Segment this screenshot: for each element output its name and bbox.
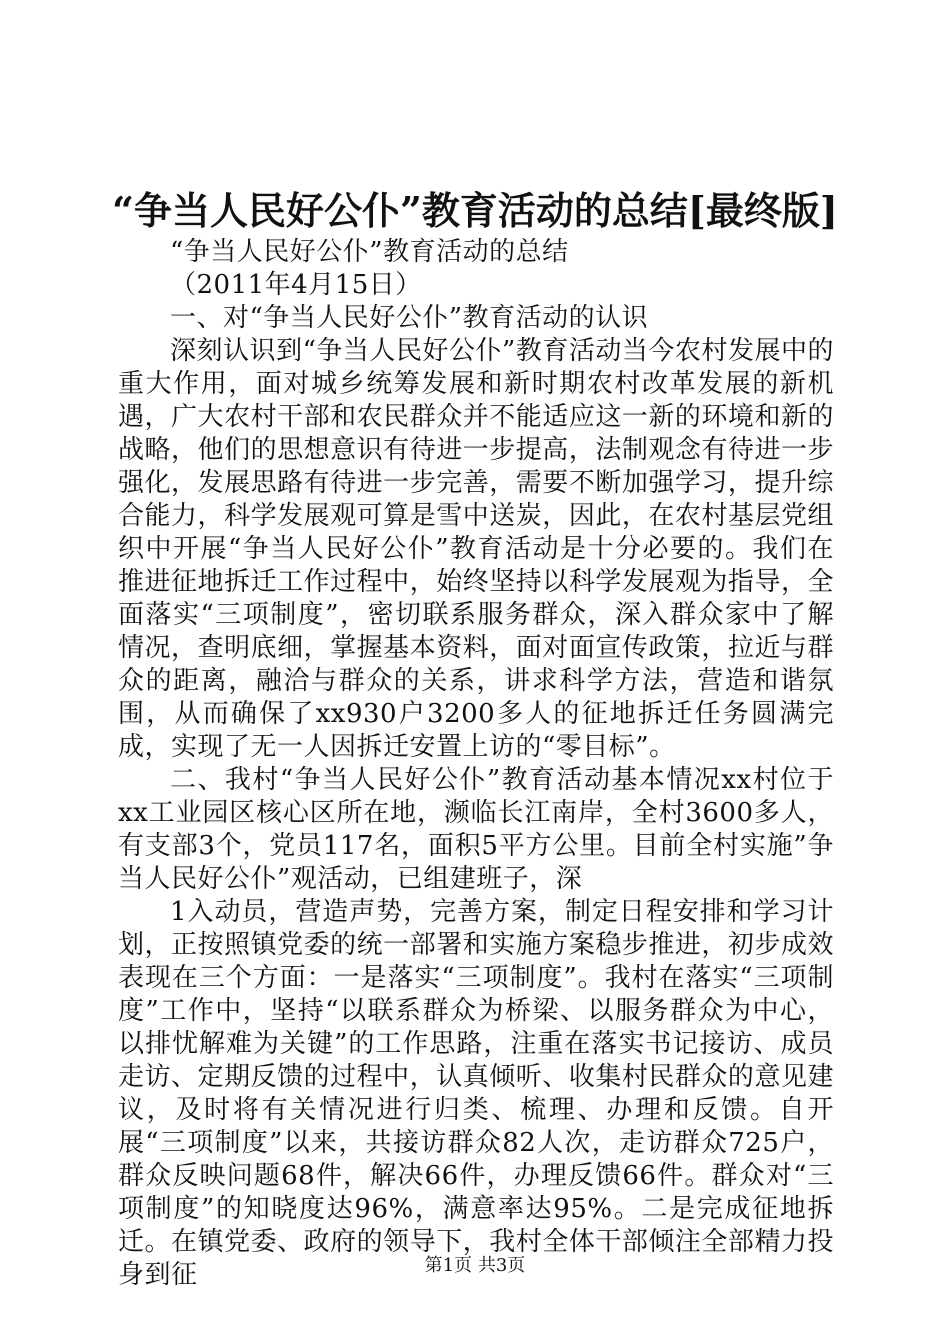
paragraph: 二、我村“争当人民好公仆”教育活动基本情况xx村位于xx工业园区核心区所在地，濒临长江南岸，全村3600多人，有支部3个，党员117名，面积5平方公里。目前全村实施”争当人民好公仆”观活动，已组建班子，深 <box>118 765 834 894</box>
paragraph-section-heading: 一、对“争当人民好公仆”教育活动的认识 <box>170 303 649 333</box>
page-number-footer: 第1页 共3页 <box>424 1255 526 1276</box>
document-title: “争当人民好公仆”教育活动的总结[最终版] <box>112 188 838 233</box>
paragraph-subtitle: “争当人民好公仆”教育活动的总结 <box>170 237 569 267</box>
paragraph: 1入动员，营造声势，完善方案，制定日程安排和学习计划，正按照镇党委的统一部署和实施方案稳步推进，初步成效表现在三个方面：一是落实“三项制度”。我村在落实“三项制度”工作中，坚持“以联系群众为桥梁、以服务群众为中心，以排忧解难为关键”的工作思路，注重在落实书记接访、成员走访、定期反馈的过程中，认真倾听、收集村民群众的意见建议，及时将有关情况进行归类、梳理、办理和反馈。自开展“三项制度”以来，共接访群众82人次，走访群众725户，群众反映问题68件，解决66件，办理反馈66件。群众对“三项制度”的知晓度达96%，满意率达95%。二是完成征地拆迁。在镇党委、政府的领导下，我村全体干部倾注全部精力投身到征 <box>118 897 834 1290</box>
document-body <box>118 236 834 1292</box>
paragraph: 深刻认识到“争当人民好公仆”教育活动当今农村发展中的重大作用，面对城乡统筹发展和新时期农村改革发展的新机遇，广大农村干部和农民群众并不能适应这一新的环境和新的战略，他们的思想意识有待进一步提高，法制观念有待进一步强化，发展思路有待进一步完善，需要不断加强学习，提升综合能力，科学发展观可算是雪中送炭，因此，在农村基层党组织中开展“争当人民好公仆”教育活动是十分必要的。我们在推进征地拆迁工作过程中，始终坚持以科学发展观为指导，全面落实“三项制度”，密切联系服务群众，深入群众家中了解情况，查明底细，掌握基本资料，面对面宣传政策，拉近与群众的距离，融洽与群众的关系，讲求科学方法，营造和谐氛围，从而确保了xx930户3200多人的征地拆迁任务圆满完成，实现了无一人因拆迁安置上访的“零目标”。 <box>118 336 834 762</box>
paragraph-date: （2011年4月15日） <box>170 270 422 300</box>
